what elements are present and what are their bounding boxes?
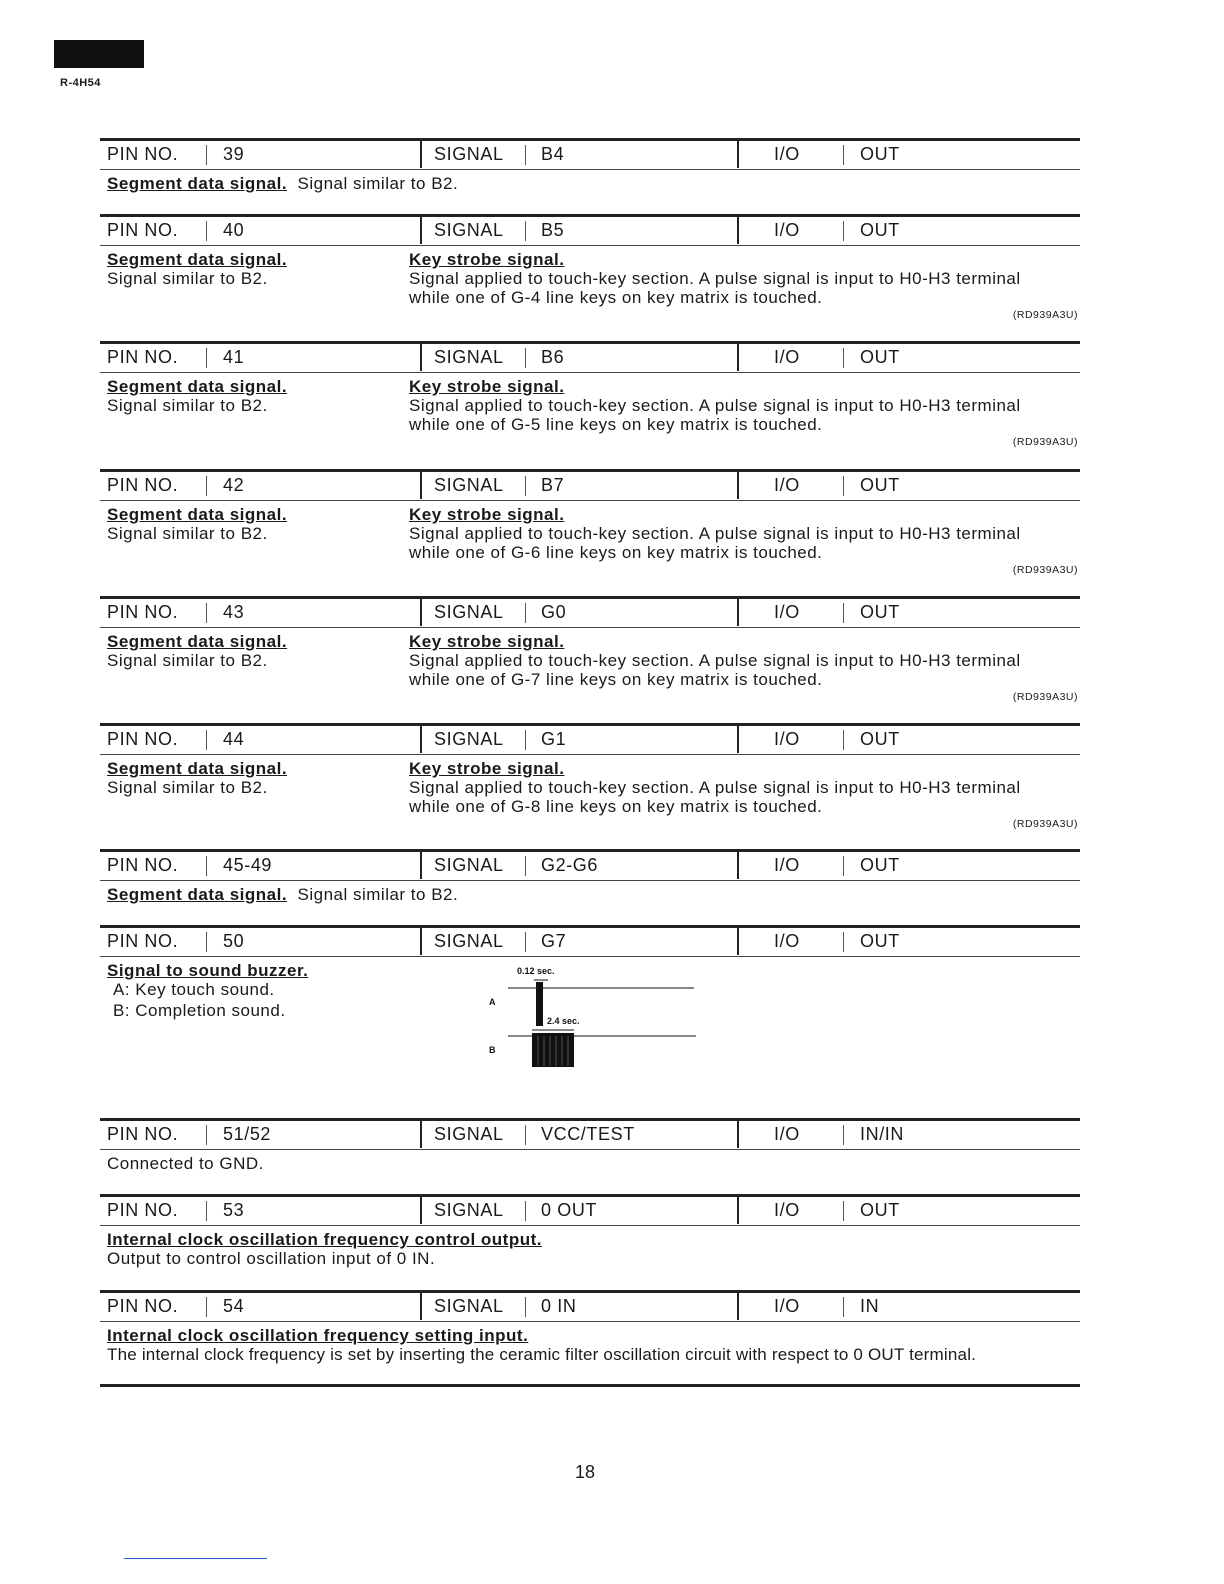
- signal-name: VCC/TEST: [541, 1124, 635, 1144]
- right-line-1: Signal applied to touch-key section. A pulse signal is input to H0-H3 terminal: [409, 524, 1021, 543]
- io-value: OUT: [860, 347, 900, 367]
- description-title: Internal clock oscillation frequency setting input.: [107, 1326, 529, 1345]
- signal-name: B7: [541, 475, 565, 495]
- part-code: (RD939A3U): [1012, 691, 1078, 703]
- left-text: Signal similar to B2.: [107, 524, 268, 543]
- pin-header-row: [100, 849, 1080, 881]
- signal-label: SIGNAL: [434, 1296, 504, 1316]
- pin-header-row: [100, 341, 1080, 373]
- pin-entry-51-52: [100, 1118, 1080, 1173]
- waveform-label-a: A: [489, 997, 496, 1007]
- signal-name: G2-G6: [541, 855, 599, 875]
- left-title: Segment data signal.: [107, 632, 288, 651]
- right-line-2: while one of G-8 line keys on key matrix is touched.: [409, 797, 823, 816]
- time-label-a: 0.12 sec.: [517, 966, 555, 976]
- description-text: Signal similar to B2.: [297, 885, 459, 904]
- pin-no-label: PIN NO.: [107, 347, 179, 367]
- pin-number: 54: [223, 1296, 245, 1316]
- io-label: I/O: [774, 144, 800, 164]
- part-code: (RD939A3U): [1012, 564, 1078, 576]
- pin-entry-54: [100, 1290, 1080, 1364]
- pulse-a: [536, 982, 543, 1026]
- pin-no-label: PIN NO.: [107, 1124, 179, 1144]
- pin-header-row: [100, 596, 1080, 628]
- left-text: Signal similar to B2.: [107, 778, 268, 797]
- right-line-2: while one of G-7 line keys on key matrix is touched.: [409, 670, 823, 689]
- io-label: I/O: [774, 1296, 800, 1316]
- pin-entry-43: [100, 596, 1080, 703]
- left-title: Segment data signal.: [107, 377, 288, 396]
- pin-header-row: [100, 469, 1080, 501]
- io-value: IN: [860, 1296, 880, 1316]
- pin-no-label: PIN NO.: [107, 475, 179, 495]
- signal-name: 0 IN: [541, 1296, 577, 1316]
- pin-number: 40: [223, 220, 245, 240]
- io-value: OUT: [860, 931, 900, 951]
- pin-no-label: PIN NO.: [107, 931, 179, 951]
- signal-name: B6: [541, 347, 565, 367]
- part-code: (RD939A3U): [1012, 436, 1078, 448]
- description-text: Output to control oscillation input of 0 IN.: [107, 1249, 436, 1268]
- signal-name: B5: [541, 220, 565, 240]
- io-value: OUT: [860, 855, 900, 875]
- signal-label: SIGNAL: [434, 1124, 504, 1144]
- pin-entry-40: [100, 214, 1080, 321]
- pin-entry-53: [100, 1194, 1080, 1268]
- right-line-1: Signal applied to touch-key section. A pulse signal is input to H0-H3 terminal: [409, 269, 1021, 288]
- brand-logo-block: [54, 40, 144, 68]
- right-title: Key strobe signal.: [409, 759, 565, 778]
- left-text: Signal similar to B2.: [107, 396, 268, 415]
- line-b: B: Completion sound.: [113, 1001, 286, 1020]
- right-line-1: Signal applied to touch-key section. A pulse signal is input to H0-H3 terminal: [409, 778, 1021, 797]
- pin-header-row: [100, 925, 1080, 957]
- buzzer-waveform-diagram: [480, 962, 710, 1072]
- signal-name: B4: [541, 144, 565, 164]
- io-label: I/O: [774, 475, 800, 495]
- right-line-1: Signal applied to touch-key section. A pulse signal is input to H0-H3 terminal: [409, 396, 1021, 415]
- right-line-1: Signal applied to touch-key section. A pulse signal is input to H0-H3 terminal: [409, 651, 1021, 670]
- io-value: OUT: [860, 729, 900, 749]
- left-title: Segment data signal.: [107, 505, 288, 524]
- signal-label: SIGNAL: [434, 220, 504, 240]
- pin-header-row: [100, 1290, 1080, 1322]
- signal-name: G7: [541, 931, 567, 951]
- pin-number: 50: [223, 931, 245, 951]
- io-value: OUT: [860, 602, 900, 622]
- pin-entry-44: [100, 723, 1080, 830]
- pin-number: 45-49: [223, 855, 273, 875]
- right-title: Key strobe signal.: [409, 505, 565, 524]
- io-value: IN/IN: [860, 1124, 905, 1144]
- pin-no-label: PIN NO.: [107, 602, 179, 622]
- part-code: (RD939A3U): [1012, 309, 1078, 321]
- right-title: Key strobe signal.: [409, 250, 565, 269]
- signal-label: SIGNAL: [434, 1200, 504, 1220]
- model-number: R-4H54: [60, 77, 101, 89]
- left-title: Segment data signal.: [107, 250, 288, 269]
- signal-label: SIGNAL: [434, 602, 504, 622]
- pin-entry-41: [100, 341, 1080, 448]
- pin-header-row: [100, 214, 1080, 246]
- pin-number: 39: [223, 144, 245, 164]
- description-text: The internal clock frequency is set by inserting the ceramic filter oscillation circuit with respect to 0 OUT terminal.: [107, 1345, 977, 1364]
- signal-label: SIGNAL: [434, 729, 504, 749]
- io-value: OUT: [860, 220, 900, 240]
- signal-label: SIGNAL: [434, 347, 504, 367]
- pin-header-row: [100, 723, 1080, 755]
- left-text: Signal similar to B2.: [107, 269, 268, 288]
- signal-label: SIGNAL: [434, 931, 504, 951]
- time-label-b: 2.4 sec.: [547, 1016, 580, 1026]
- pin-number: 51/52: [223, 1124, 272, 1144]
- pin-number: 43: [223, 602, 245, 622]
- description-title: Signal to sound buzzer.: [107, 961, 309, 980]
- pin-no-label: PIN NO.: [107, 220, 179, 240]
- io-label: I/O: [774, 1124, 800, 1144]
- right-title: Key strobe signal.: [409, 377, 565, 396]
- footer-link-line: [124, 1558, 267, 1559]
- description-title: Segment data signal.: [107, 885, 288, 904]
- signal-label: SIGNAL: [434, 855, 504, 875]
- pin-header-row: [100, 1118, 1080, 1150]
- signal-label: SIGNAL: [434, 475, 504, 495]
- pin-header-row: [100, 138, 1080, 170]
- right-line-2: while one of G-5 line keys on key matrix is touched.: [409, 415, 823, 434]
- right-line-2: while one of G-4 line keys on key matrix is touched.: [409, 288, 823, 307]
- part-code: (RD939A3U): [1012, 818, 1078, 830]
- description-text: Signal similar to B2.: [297, 174, 459, 193]
- description-text: Connected to GND.: [107, 1154, 264, 1173]
- pin-number: 41: [223, 347, 245, 367]
- bottom-rule: [100, 1384, 1080, 1387]
- line-a: A: Key touch sound.: [113, 980, 275, 999]
- io-label: I/O: [774, 220, 800, 240]
- signal-name: 0 OUT: [541, 1200, 598, 1220]
- page-number: 18: [575, 1462, 596, 1482]
- io-label: I/O: [774, 729, 800, 749]
- io-label: I/O: [774, 855, 800, 875]
- pin-no-label: PIN NO.: [107, 855, 179, 875]
- signal-label: SIGNAL: [434, 144, 504, 164]
- left-text: Signal similar to B2.: [107, 651, 268, 670]
- pin-number: 53: [223, 1200, 245, 1220]
- right-title: Key strobe signal.: [409, 632, 565, 651]
- pin-entry-42: [100, 469, 1080, 576]
- description-title: Internal clock oscillation frequency control output.: [107, 1230, 542, 1249]
- pin-header-row: [100, 1194, 1080, 1226]
- pin-number: 42: [223, 475, 245, 495]
- io-value: OUT: [860, 475, 900, 495]
- io-label: I/O: [774, 602, 800, 622]
- pin-entry-39: [100, 138, 1080, 193]
- waveform-label-b: B: [489, 1045, 496, 1055]
- pin-no-label: PIN NO.: [107, 144, 179, 164]
- io-label: I/O: [774, 347, 800, 367]
- right-line-2: while one of G-6 line keys on key matrix is touched.: [409, 543, 823, 562]
- pin-no-label: PIN NO.: [107, 1296, 179, 1316]
- signal-name: G0: [541, 602, 567, 622]
- io-label: I/O: [774, 1200, 800, 1220]
- io-value: OUT: [860, 1200, 900, 1220]
- pin-no-label: PIN NO.: [107, 729, 179, 749]
- io-value: OUT: [860, 144, 900, 164]
- pin-number: 44: [223, 729, 245, 749]
- left-title: Segment data signal.: [107, 759, 288, 778]
- signal-name: G1: [541, 729, 567, 749]
- pin-no-label: PIN NO.: [107, 1200, 179, 1220]
- description-title: Segment data signal.: [107, 174, 288, 193]
- pin-entry-45-49: [100, 849, 1080, 904]
- io-label: I/O: [774, 931, 800, 951]
